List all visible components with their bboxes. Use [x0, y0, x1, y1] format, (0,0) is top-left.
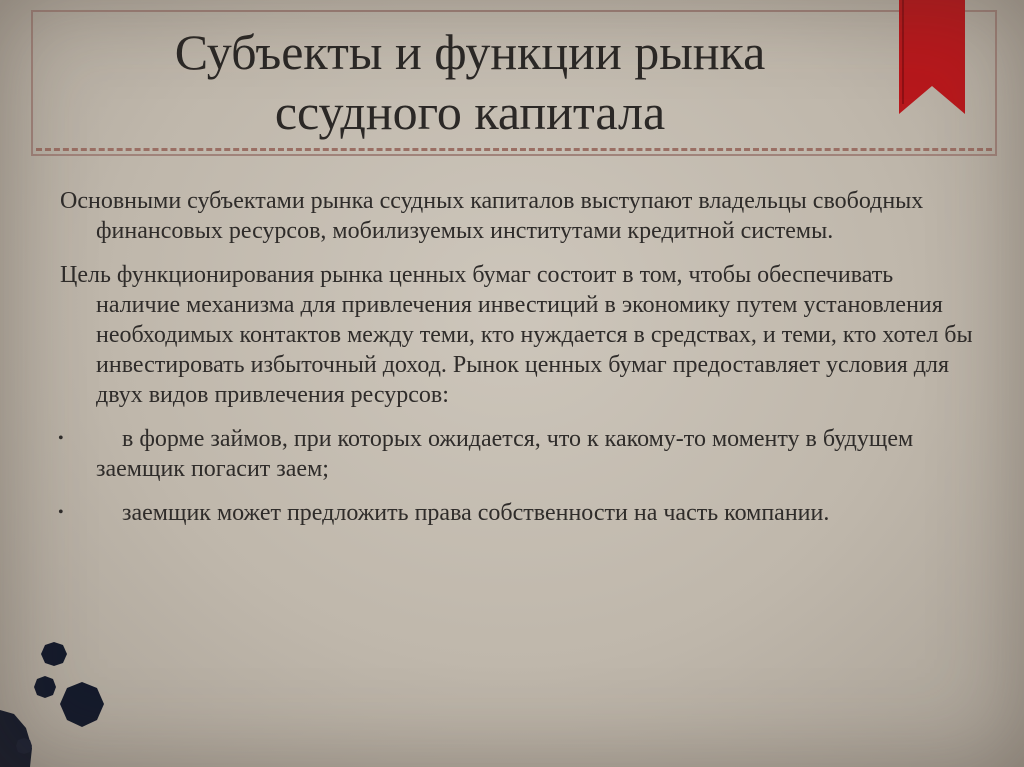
paragraph-subjects: Основными субъектами рынка ссудных капиталов выступают владельцы свободных финансовых ресурсов, мобилизуемых институтами кредитной системы. [60, 188, 924, 244]
slide-body [60, 186, 980, 542]
bookmark-ribbon-icon [899, 0, 965, 114]
bullet-item [60, 424, 980, 484]
title-line-1: Субъекты и функции рынка [174, 24, 766, 80]
ink-blot-decoration [0, 630, 120, 767]
bullet-text: в форме займов, при которых ожидается, что к какому-то моменту в будущем заемщик погасит заем; [96, 426, 914, 482]
bullet-text: заемщик может предложить права собственности на часть компании. [122, 500, 830, 526]
paragraph-goal: Цель функционирования рынка ценных бумаг состоит в том, чтобы обеспечивать наличие механизма для привлечения инвестиций в экономику путем установления необходимых контактов между теми, кто нуждается в средствах, и теми, кто хотел бы инвестировать избыточный доход. Рынок ценных бумаг предоставляет условия для двух видов привлечения ресурсов: [60, 262, 973, 408]
bullet-icon: • [58, 504, 64, 521]
bullet-item [60, 498, 980, 528]
bullet-icon: • [58, 430, 64, 447]
title-line-2: ссудного капитала [274, 84, 666, 140]
slide-title [120, 22, 820, 142]
